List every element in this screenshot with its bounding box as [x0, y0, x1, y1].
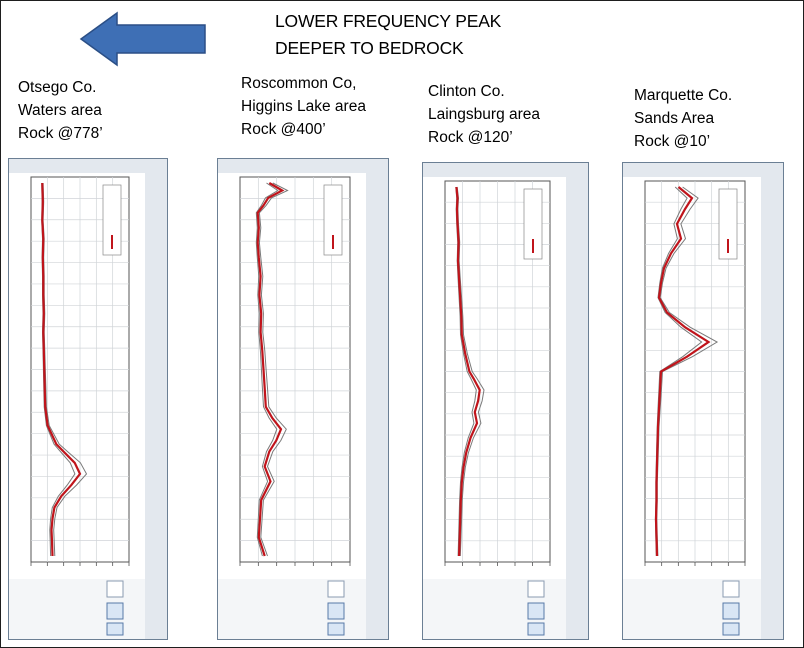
- site-label-roscommon: [241, 72, 366, 141]
- site-label-clinton: [428, 80, 540, 149]
- hv-chart-marquette: [623, 163, 783, 639]
- side-panel: [366, 173, 388, 639]
- site-name: Marquette Co.: [634, 87, 733, 104]
- toolbar-button: [328, 581, 344, 597]
- site-label-marquette: [634, 84, 732, 153]
- toolbar-panel: [623, 579, 761, 639]
- site-name: Otsego Co.: [18, 79, 97, 96]
- site-rock-depth: Rock @10’: [634, 133, 711, 150]
- toolbar-button: [528, 581, 544, 597]
- hv-chart-roscommon: [218, 159, 388, 639]
- export-icon: [107, 623, 123, 635]
- export-icon: [528, 623, 544, 635]
- site-area: Higgins Lake area: [241, 98, 366, 115]
- export-icon: [723, 623, 739, 635]
- headline-line-1: LOWER FREQUENCY PEAK: [275, 11, 502, 31]
- save-icon: [328, 603, 344, 619]
- hv-window-roscommon[interactable]: [217, 158, 389, 640]
- hv-window-clinton[interactable]: [422, 162, 589, 640]
- title-bar: [423, 163, 588, 177]
- site-name: Roscommon Co,: [241, 75, 357, 92]
- site-rock-depth: Rock @778’: [18, 125, 103, 142]
- site-area: Waters area: [18, 102, 102, 119]
- left-arrow-icon: [79, 11, 209, 67]
- site-area: Sands Area: [634, 110, 715, 127]
- hv-chart-clinton: [423, 163, 588, 639]
- title-bar: [218, 159, 388, 173]
- side-panel: [566, 177, 588, 639]
- site-rock-depth: Rock @400’: [241, 121, 326, 138]
- site-area: Laingsburg area: [428, 106, 541, 123]
- save-icon: [528, 603, 544, 619]
- side-panel: [761, 177, 783, 639]
- export-icon: [328, 623, 344, 635]
- toolbar-button: [723, 581, 739, 597]
- toolbar-panel: [423, 579, 566, 639]
- site-label-otsego: [18, 76, 103, 145]
- title-bar: [9, 159, 167, 173]
- toolbar-panel: [9, 579, 145, 639]
- save-icon: [107, 603, 123, 619]
- site-rock-depth: Rock @120’: [428, 129, 513, 146]
- hv-window-otsego[interactable]: [8, 158, 168, 640]
- headline: [275, 8, 501, 62]
- title-bar: [623, 163, 783, 177]
- toolbar-button: [107, 581, 123, 597]
- save-icon: [723, 603, 739, 619]
- hv-window-marquette[interactable]: [622, 162, 784, 640]
- site-name: Clinton Co.: [428, 83, 505, 100]
- side-panel: [145, 173, 167, 639]
- hv-chart-otsego: [9, 159, 167, 639]
- headline-line-2: DEEPER TO BEDROCK: [275, 38, 464, 58]
